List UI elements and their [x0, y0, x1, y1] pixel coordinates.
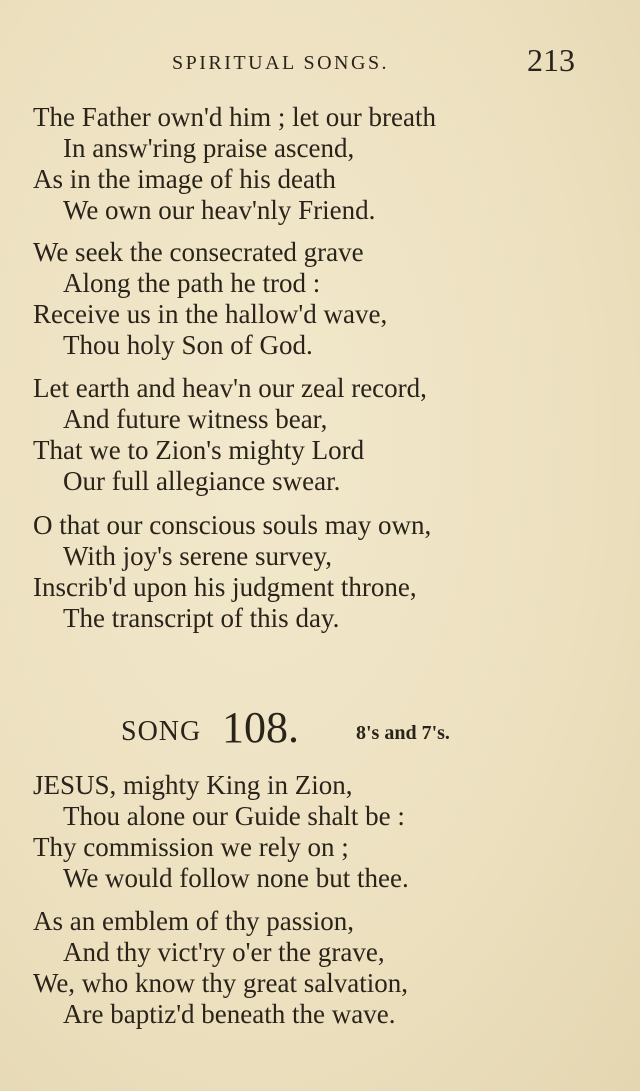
song-meter: 8's and 7's.	[356, 722, 450, 744]
verse-line: As an emblem of thy passion,	[33, 906, 354, 936]
verse-line: Along the path he trod :	[63, 268, 321, 298]
verse-line: The transcript of this day.	[63, 603, 340, 633]
verse-line: We seek the consecrated grave	[33, 237, 364, 267]
verse-line: Are baptiz'd beneath the wave.	[63, 999, 396, 1029]
verse-line: Thou alone our Guide shalt be :	[63, 801, 405, 831]
verse-line: Thou holy Son of God.	[63, 330, 313, 360]
page-number: 213	[527, 42, 575, 78]
song-number: 108.	[222, 703, 299, 752]
verse-line: Inscrib'd upon his judgment throne,	[33, 572, 417, 602]
song-heading	[0, 702, 640, 762]
verse-line: Receive us in the hallow'd wave,	[33, 299, 388, 329]
verse-line: Our full allegiance swear.	[63, 466, 341, 496]
verse-line: As in the image of his death	[33, 164, 336, 194]
verse-line: We own our heav'nly Friend.	[63, 195, 376, 225]
verse-line: With joy's serene survey,	[63, 541, 332, 571]
verse-line: JESUS, mighty King in Zion,	[33, 770, 353, 800]
verse-line: And future witness bear,	[63, 404, 328, 434]
verse-line: Thy commission we rely on ;	[33, 832, 349, 862]
verse-line: In answ'ring praise ascend,	[63, 133, 355, 163]
running-title: SPIRITUAL SONGS.	[172, 52, 390, 74]
running-head	[0, 42, 640, 82]
verse-line: Let earth and heav'n our zeal record,	[33, 373, 427, 403]
verse-line: The Father own'd him ; let our breath	[33, 102, 437, 132]
song-label: SONG	[121, 716, 202, 747]
verse-line: And thy vict'ry o'er the grave,	[63, 937, 385, 967]
verse-line: We would follow none but thee.	[63, 863, 409, 893]
verse-line: We, who know thy great salvation,	[33, 968, 408, 998]
verse-line: O that our conscious souls may own,	[33, 510, 432, 540]
verse-line: That we to Zion's mighty Lord	[33, 435, 365, 465]
